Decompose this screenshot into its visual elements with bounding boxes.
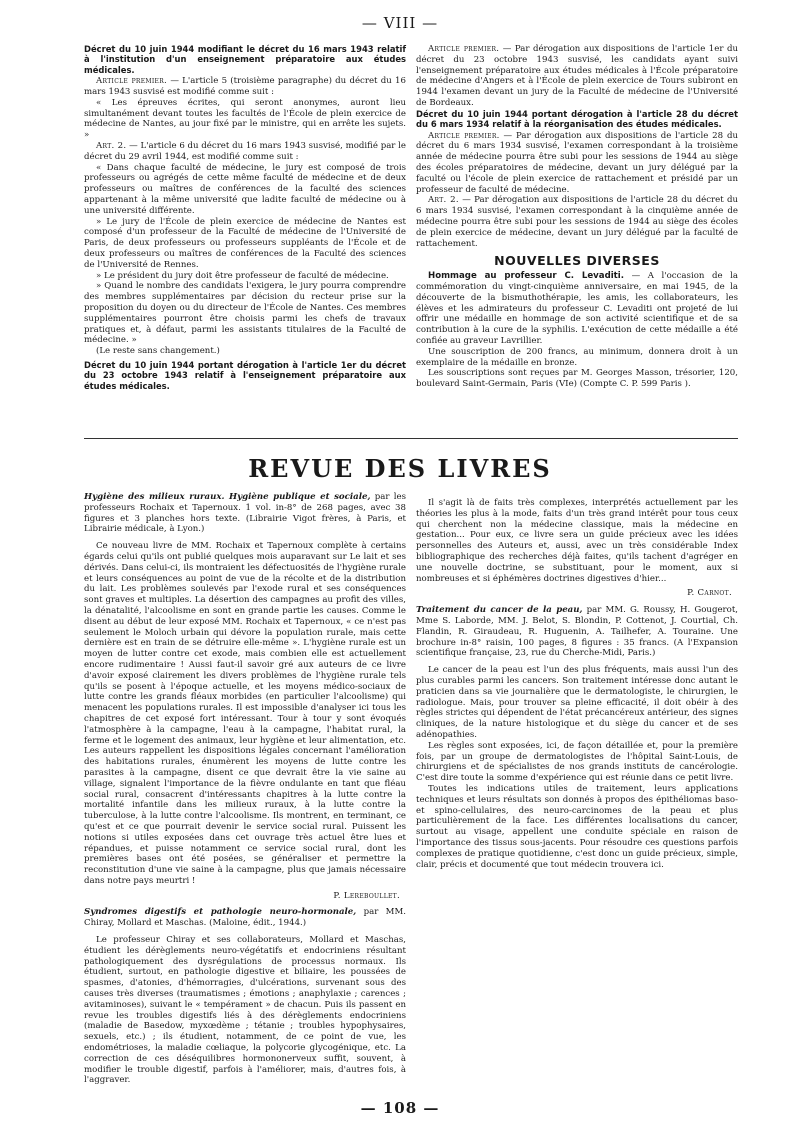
news-paragraph-1: Hommage au professeur C. Levaditi. — A l'occasion de la commémoration du vingt-cinquième anniversaire, en mai 1945, de la découverte de la bismuthothérapie, les amis, les collaborateurs, les élèves et les admirateurs du professeur C. Levaditi ont projeté de lui offrir une médaille en hommage de son activité scientifique et de sa contribution à la cure de la syphilis. L'exécution de cette médaille a été confiée au graveur Lavrillier. [416, 271, 739, 346]
decree-2-art1: Article premier. — Par dérogation aux dispositions de l'article 1er du décret du 23 octobre 1943 susvisé, les candidats ayant suivi l'enseignement préparatoire aux études médicales à l'École préparatoire de médecine d'Angers et à l'École de plein exercice de Tours subiront en 1944 l'examen devant un jury de la Faculté de médecine de l'Université de Bordeaux. [416, 44, 738, 108]
decree-1-quote-3: » Le président du jury doit être professeur de faculté de médecine. [96, 270, 389, 281]
book-2-signature: P. Carnot. [687, 588, 732, 599]
decree-1-art1: Article premier. — L'article 5 (troisième paragraphe) du décret du 16 mars 1943 susvisé est modifié comme suit : [84, 76, 406, 98]
book-1-signature: P. Lereboullet. [333, 890, 400, 901]
bottom-right-column [416, 498, 738, 870]
news-heading: NOUVELLES DIVERSES [494, 253, 660, 269]
decree-1-title: Décret du 10 juin 1944 modifiant le décret du 16 mars 1943 relatif à l'institution d'un enseignement préparatoire aux études médicales. [84, 44, 406, 75]
page-number: — 108 — [360, 1099, 440, 1117]
book-3-review-2: Les règles sont exposées, ici, de façon détaillée et, pour la première fois, par un groupe de dermatologistes de l'hôpital Saint-Louis, de chirurgiens et de spécialistes de nos grands instituts de cancérologie. C'est dire toute la somme d'expérience qui est réunie dans ce petit livre. [416, 740, 738, 784]
book-1-review: Ce nouveau livre de MM. Rochaix et Tapernoux complète à certains égards celui qu'ils ont publié quelques mois auparavant sur Le lait et ses dérivés. Dans celui-ci, ils montraient les défectuosités de l'hygiène rurale et leurs conséquences au point de vue de la récolte et de la distribution du lait. Les problèmes soulevés par l'exode rural et ses conséquences sont graves et multiples. La désertion des campagnes au profit des villes, la dénatalité, l'alcoolisme en sont en grande partie les causes. Comme le disent au début de leur exposé MM. Rochaix et Tapernoux, « ce n'est pas seulement le Moloch urbain qui dévore la population rurale, mais cette dernière est en train de se détruire elle-même ». L'hygiène rurale est un moyen de lutter contre cet exode, mais combien elle est actuellement encore rudimentaire ! Aussi faut-il savoir gré aux auteurs de ce livre d'avoir exposé clairement les divers problèmes de l'hygiène rurale tels qu'ils se posent à l'époque actuelle, et les moyens médico-sociaux de lutte contre les grands fléaux morbides (en particulier l'alcoolisme) qui menacent les populations rurales. Il est impossible d'analyser ici tous les chapitres de cet exposé fort intéressant. Tour à tour y sont évoqués l'atmosphère à la campagne, l'eau à la campagne, l'habitat rural, la ferme et le logement des animaux, leur hygiène et leur alimentation, etc. Les auteurs rappellent les dispositions légales concernant l'amélioration des habitations rurales, énumèrent les moyens de lutte contre les parasites à la campagne, disent ce que devrait être la vie saine au village, signalent l'importance de la fièvre ondulante en tant que fléau social rural, consacrent d'intéressants chapitres à la lutte contre la mortalité infantile dans les milieux ruraux, à la lutte contre la tuberculose, à la lutte contre l'alcoolisme. Ils montrent, en terminant, ce qu'est et ce que pourrait devenir le service social rural. Puissent les notions si utiles exposées dans cet ouvrage très actuel être lues et répandues, et puisse notamment ce service social rural, dont les premières bases ont été posées, se généraliser et permettre la reconstitution d'une vie saine à la campagne, plus que jamais nécessaire dans notre pays meurtri ! [84, 541, 406, 886]
bottom-left-column [84, 492, 406, 1086]
decree-3-art2: Art. 2. — Par dérogation aux dispositions de l'article 28 du décret du 6 mars 1934 susvisé, l'examen correspondant à la cinquième année de médecine pourra être subi pour les sessions de 1944 au siège des écoles de plein exercice de médecine, devant un jury délégué par la faculté de rattachement. [416, 195, 738, 249]
decree-3-art1: Article premier. — Par dérogation aux dispositions de l'article 28 du décret du 6 mars 1934 susvisé, l'examen correspondant à la troisième année de médecine pourra être subi pour les sessions de 1944 au siège des écoles préparatoires de médecine, devant un jury délégué par la faculté ou l'école de plein exercice de rattachement et présidé par un professeur de faculté de médecine. [416, 130, 738, 195]
decree-2-title: Décret du 10 juin 1944 portant dérogation à l'article 1er du décret du 23 octobre 1943 relatif à l'enseignement préparatoire aux études médicales. [84, 359, 406, 391]
news-paragraph-3: Les souscriptions sont reçues par M. Georges Masson, trésorier, 120, boulevard Saint-Germain, Paris (VIe) (Compte C. P. 599 Paris ). [416, 368, 738, 390]
book-3-review-3: Toutes les indications utiles de traitement, leurs applications techniques et leurs résultats son donnés à propos des épithéliomas baso- et spino-cellulaires, des neuro-carcinomes de la peau et plus particulièrement de la face. Les différentes localisations du cancer, surtout au visage, appellent une conduite spéciale en raison de l'importance des tissus sous-jacents. Pour résoudre ces questions parfois complexes de pratique quotidienne, c'est donc un guide précieux, simple, clair, précis et documenté que tout médecin trouvera ici. [416, 783, 738, 870]
decree-1-art1-quote: « Les épreuves écrites, qui seront anonymes, auront lieu simultanément devant toutes les facultés de l'École de plein exercice de médecine de Nantes, au jour fixé par le ministre, qui en arrête les sujets. » [84, 97, 406, 141]
decree-1-art2: Art. 2. — L'article 6 du décret du 16 mars 1943 susvisé, modifié par le décret du 29 avril 1944, est modifié comme suit : [84, 141, 406, 162]
reviews-title: REVUE DES LIVRES [248, 454, 552, 483]
page-header-roman: — VIII — [361, 14, 439, 32]
book-2-review-cont: Il s'agit là de faits très complexes, interprétés actuellement par les théories les plus à la mode, faits d'un très grand intérêt pour tous ceux qui cherchent non la médecine classique, mais la médecine en gestation... Pour eux, ce livre sera un guide précieux avec les idées personnelles des Auteurs et, aussi, avec un très considérable Index bibliographique des recherches déjà faites, qu'ils tachent d'agréger en une nouvelle doctrine, se substituant, pour le moment, aux si nombreuses et si éphémères doctrines digestives d'hier... [416, 498, 738, 584]
decree-1-quote-2: » Le jury de l'École de plein exercice de médecine de Nantes est composé d'un professeur de la Faculté de médecine de l'Université de Paris, de deux professeurs ou professeurs suppléants de l'École et de deux professeurs ou maîtres de conférences de la Faculté des sciences de l'Université de Rennes. [84, 216, 406, 270]
book-3-review-1: Le cancer de la peau est l'un des plus fréquents, mais aussi l'un des plus curables parmi les cancers. Son traitement intéresse donc autant le praticien dans sa vie journalière que le dermatologiste, le chirurgien, le radiologue. Mais, pour trouver sa pleine efficacité, il doit obéir à des règles strictes qui dépendent de l'état précancéreux antérieur, des signes cliniques, de la nature histologique et du siège du cancer et de ses adénopathies. [416, 665, 738, 740]
decree-1-quote-1: « Dans chaque faculté de médecine, le jury est composé de trois professeurs ou agrégés de cette même faculté de médecine et de deux professeurs ou maîtres de conférences de la faculté des sciences appartenant à la même université que ladite faculté de médecine ou à une université différente. [84, 162, 406, 216]
section-divider [84, 438, 738, 439]
top-right-column [416, 44, 738, 390]
book-1-heading: Hygiène des milieux ruraux. Hygiène publique et sociale, par les professeurs Rochaix et Tapernoux. 1 vol. in-8° de 268 pages, avec 38 figures et 3 planches hors texte. (Librairie Vigot frères, à Paris, et Librairie médicale, à Lyon.) [84, 492, 406, 535]
decree-1-quote-5: (Le reste sans changement.) [96, 346, 220, 357]
top-left-column [84, 44, 406, 392]
book-2-heading: Syndromes digestifs et pathologie neuro-hormonale, par MM. Chiray, Mollard et Maschas. (Maloine, édit., 1944.) [84, 907, 406, 929]
book-2-review: Le professeur Chiray et ses collaborateurs, Mollard et Maschas, étudient les dérèglements neuro-végétatifs et endocriniens résultant pathologiquement des dysrégulations de processus normaux. Ils étudient, surtout, en pathologie digestive et biliaire, les poussées de spasmes, d'atonies, d'hémorragies, d'ulcérations, survenant sous des causes très diverses (traumatismes ; émotions ; anaphylaxie ; carences ; avitaminoses), suivant le « tempérament » de chacun. Puis ils passent en revue les troubles digestifs liés à des dérèglements endocriniens (maladie de Basedow, myxœdème ; tétanie ; troubles hypophysaires, sexuels, etc.) ; ils étudient, notamment, de ce point de vue, les endométrioses, la maladie cœliaque, la polycorie glycogénique, etc. La correction de ces déséquilibres hormononerveux suffit, souvent, à modifier le trouble digestif, parfois à l'améliorer, mais, d'autres fois, à l'aggraver. [84, 935, 406, 1086]
news-paragraph-2: Une souscription de 200 francs, au minimum, donnera droit à un exemplaire de la médaille en bronze. [416, 346, 738, 368]
decree-3-title: Décret du 10 juin 1944 portant dérogation à l'article 28 du décret du 6 mars 1934 relatif à la réorganisation des études médicales. [416, 108, 738, 130]
book-3-heading: Traitement du cancer de la peau, par MM. G. Roussy, H. Gougerot, Mme S. Laborde, MM. J. Belot, S. Blondin, P. Cottenot, J. Courtial, Ch. Flandin, R. Giraudeau, R. Huguenin, A. Tailhefer, A. Touraine. Une brochure in-8° raisin, 100 pages, 8 figures : 35 francs. (A l'Expansion scientifique française, 23, rue du Cherche-Midi, Paris.) [416, 605, 739, 659]
decree-1-quote-4: » Quand le nombre des candidats l'exigera, le jury pourra comprendre des membres supplémentaires par décision du recteur prise sur la proposition du doyen ou du directeur de l'École de Nantes. Ces membres supplémentaires pourront être choisis parmi les chefs de travaux pratiques et, à défaut, parmi les assistants titulaires de la Faculté de médecine. » [84, 281, 406, 346]
